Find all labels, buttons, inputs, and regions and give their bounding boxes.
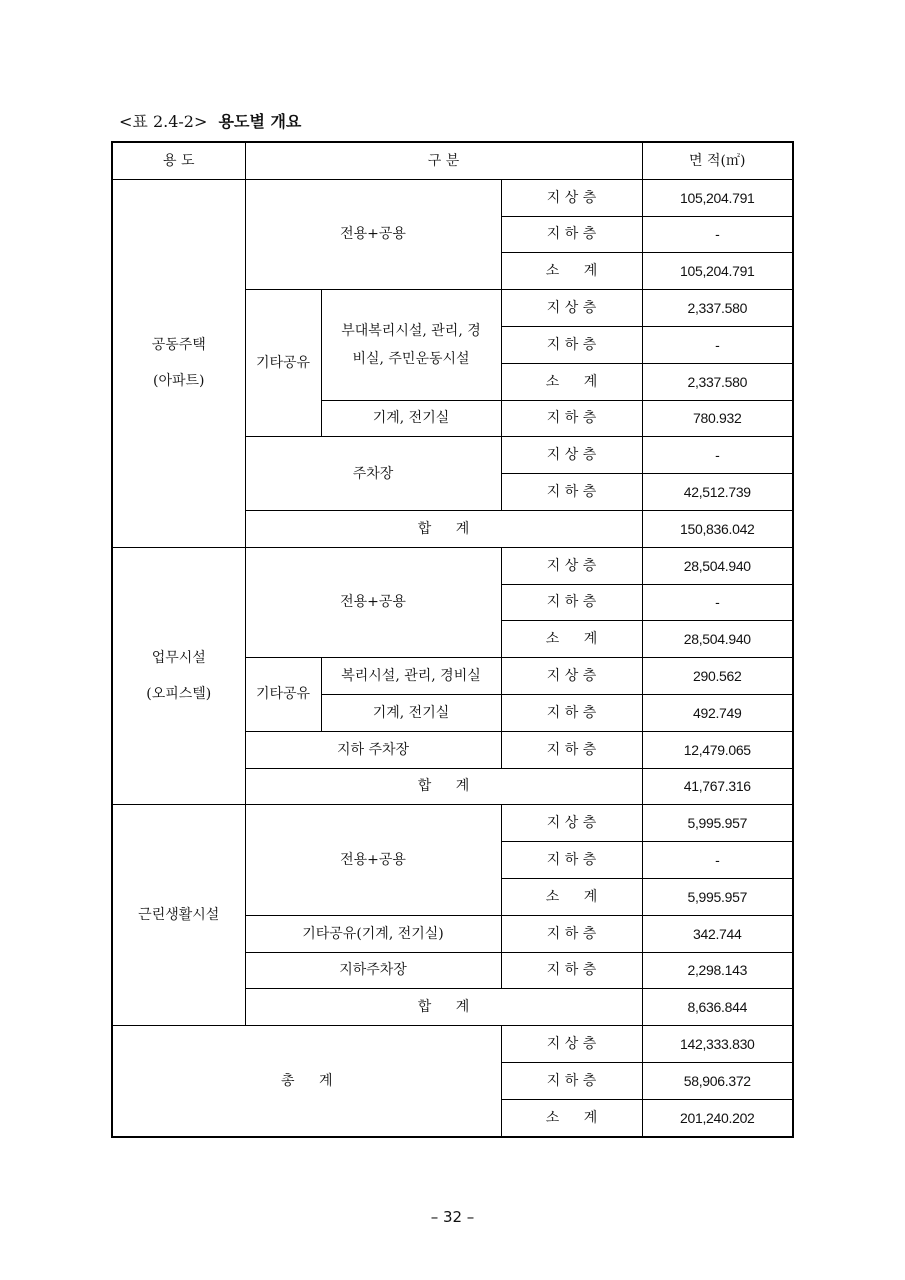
table-caption [119, 109, 301, 132]
floor-label: 소 계 [501, 621, 642, 658]
floor-label: 지 하 층 [501, 952, 642, 989]
floor-label: 소 계 [501, 363, 642, 400]
floor-label: 지 하 층 [501, 694, 642, 731]
apt-parking: 주차장 [245, 437, 501, 511]
area-value: 12,479.065 [642, 731, 793, 768]
usage-overview-table [111, 141, 794, 1138]
area-total: 8,636.844 [642, 989, 793, 1026]
area-value: - [642, 437, 793, 474]
header-use: 용 도 [112, 142, 245, 179]
area-value: 28,504.940 [642, 547, 793, 584]
apt-jeonyong: 전용+공용 [245, 179, 501, 289]
area-value: - [642, 216, 793, 253]
area-total: 41,767.316 [642, 768, 793, 805]
area-value: 58,906.372 [642, 1062, 793, 1099]
floor-label: 지 상 층 [501, 658, 642, 695]
table-row [112, 1026, 793, 1063]
floor-label: 지 하 층 [501, 326, 642, 363]
area-value: 2,337.580 [642, 290, 793, 327]
grand-total-label: 총 계 [112, 1026, 501, 1137]
floor-label: 지 상 층 [501, 805, 642, 842]
header-row [112, 142, 793, 179]
floor-label: 지 하 층 [501, 1062, 642, 1099]
floor-label: 지 상 층 [501, 437, 642, 474]
office-parking: 지하 주차장 [245, 731, 501, 768]
apt-welfare: 부대복리시설, 관리, 경비실, 주민운동시설 [321, 290, 501, 400]
floor-label: 지 하 층 [501, 915, 642, 952]
office-gita: 기타공유 [245, 658, 321, 732]
table-row [112, 179, 793, 216]
header-area: 면 적(㎡) [642, 142, 793, 179]
table-label: <표 2.4-2> [119, 112, 208, 131]
floor-label: 지 하 층 [501, 400, 642, 437]
floor-label: 소 계 [501, 1099, 642, 1136]
table-row [112, 547, 793, 584]
area-value: 5,995.957 [642, 878, 793, 915]
office-name: 업무시설 (오피스텔) [112, 547, 245, 805]
office-mech: 기계, 전기실 [321, 694, 501, 731]
area-value: 290.562 [642, 658, 793, 695]
apt-mech: 기계, 전기실 [321, 400, 501, 437]
floor-label: 지 상 층 [501, 179, 642, 216]
apt-total-label: 합 계 [245, 510, 642, 547]
area-total: 150,836.042 [642, 510, 793, 547]
area-value: 42,512.739 [642, 474, 793, 511]
retail-name: 근린생활시설 [112, 805, 245, 1026]
floor-label: 지 상 층 [501, 290, 642, 327]
area-value: 492.749 [642, 694, 793, 731]
area-value: - [642, 584, 793, 621]
area-value: 5,995.957 [642, 805, 793, 842]
area-value: - [642, 326, 793, 363]
area-value: 28,504.940 [642, 621, 793, 658]
retail-gita: 기타공유(기계, 전기실) [245, 915, 501, 952]
retail-parking: 지하주차장 [245, 952, 501, 989]
page-number: – 32 – [430, 1208, 475, 1226]
floor-label: 지 하 층 [501, 731, 642, 768]
area-value: 2,298.143 [642, 952, 793, 989]
apt-gita: 기타공유 [245, 290, 321, 437]
area-value: 2,337.580 [642, 363, 793, 400]
area-value: 342.744 [642, 915, 793, 952]
header-division: 구 분 [245, 142, 642, 179]
floor-label: 지 하 층 [501, 216, 642, 253]
office-jeonyong: 전용+공용 [245, 547, 501, 657]
retail-total-label: 합 계 [245, 989, 642, 1026]
floor-label: 소 계 [501, 253, 642, 290]
area-value: - [642, 842, 793, 879]
floor-label: 지 하 층 [501, 474, 642, 511]
area-value: 105,204.791 [642, 179, 793, 216]
floor-label: 지 하 층 [501, 584, 642, 621]
table-row [112, 805, 793, 842]
area-value: 780.932 [642, 400, 793, 437]
floor-label: 지 상 층 [501, 1026, 642, 1063]
area-value: 105,204.791 [642, 253, 793, 290]
office-total-label: 합 계 [245, 768, 642, 805]
retail-jeonyong: 전용+공용 [245, 805, 501, 915]
apt-name: 공동주택 (아파트) [112, 179, 245, 547]
floor-label: 소 계 [501, 878, 642, 915]
floor-label: 지 하 층 [501, 842, 642, 879]
floor-label: 지 상 층 [501, 547, 642, 584]
area-value: 201,240.202 [642, 1099, 793, 1136]
table-title: 용도별 개요 [218, 112, 302, 131]
area-value: 142,333.830 [642, 1026, 793, 1063]
office-welfare: 복리시설, 관리, 경비실 [321, 658, 501, 695]
